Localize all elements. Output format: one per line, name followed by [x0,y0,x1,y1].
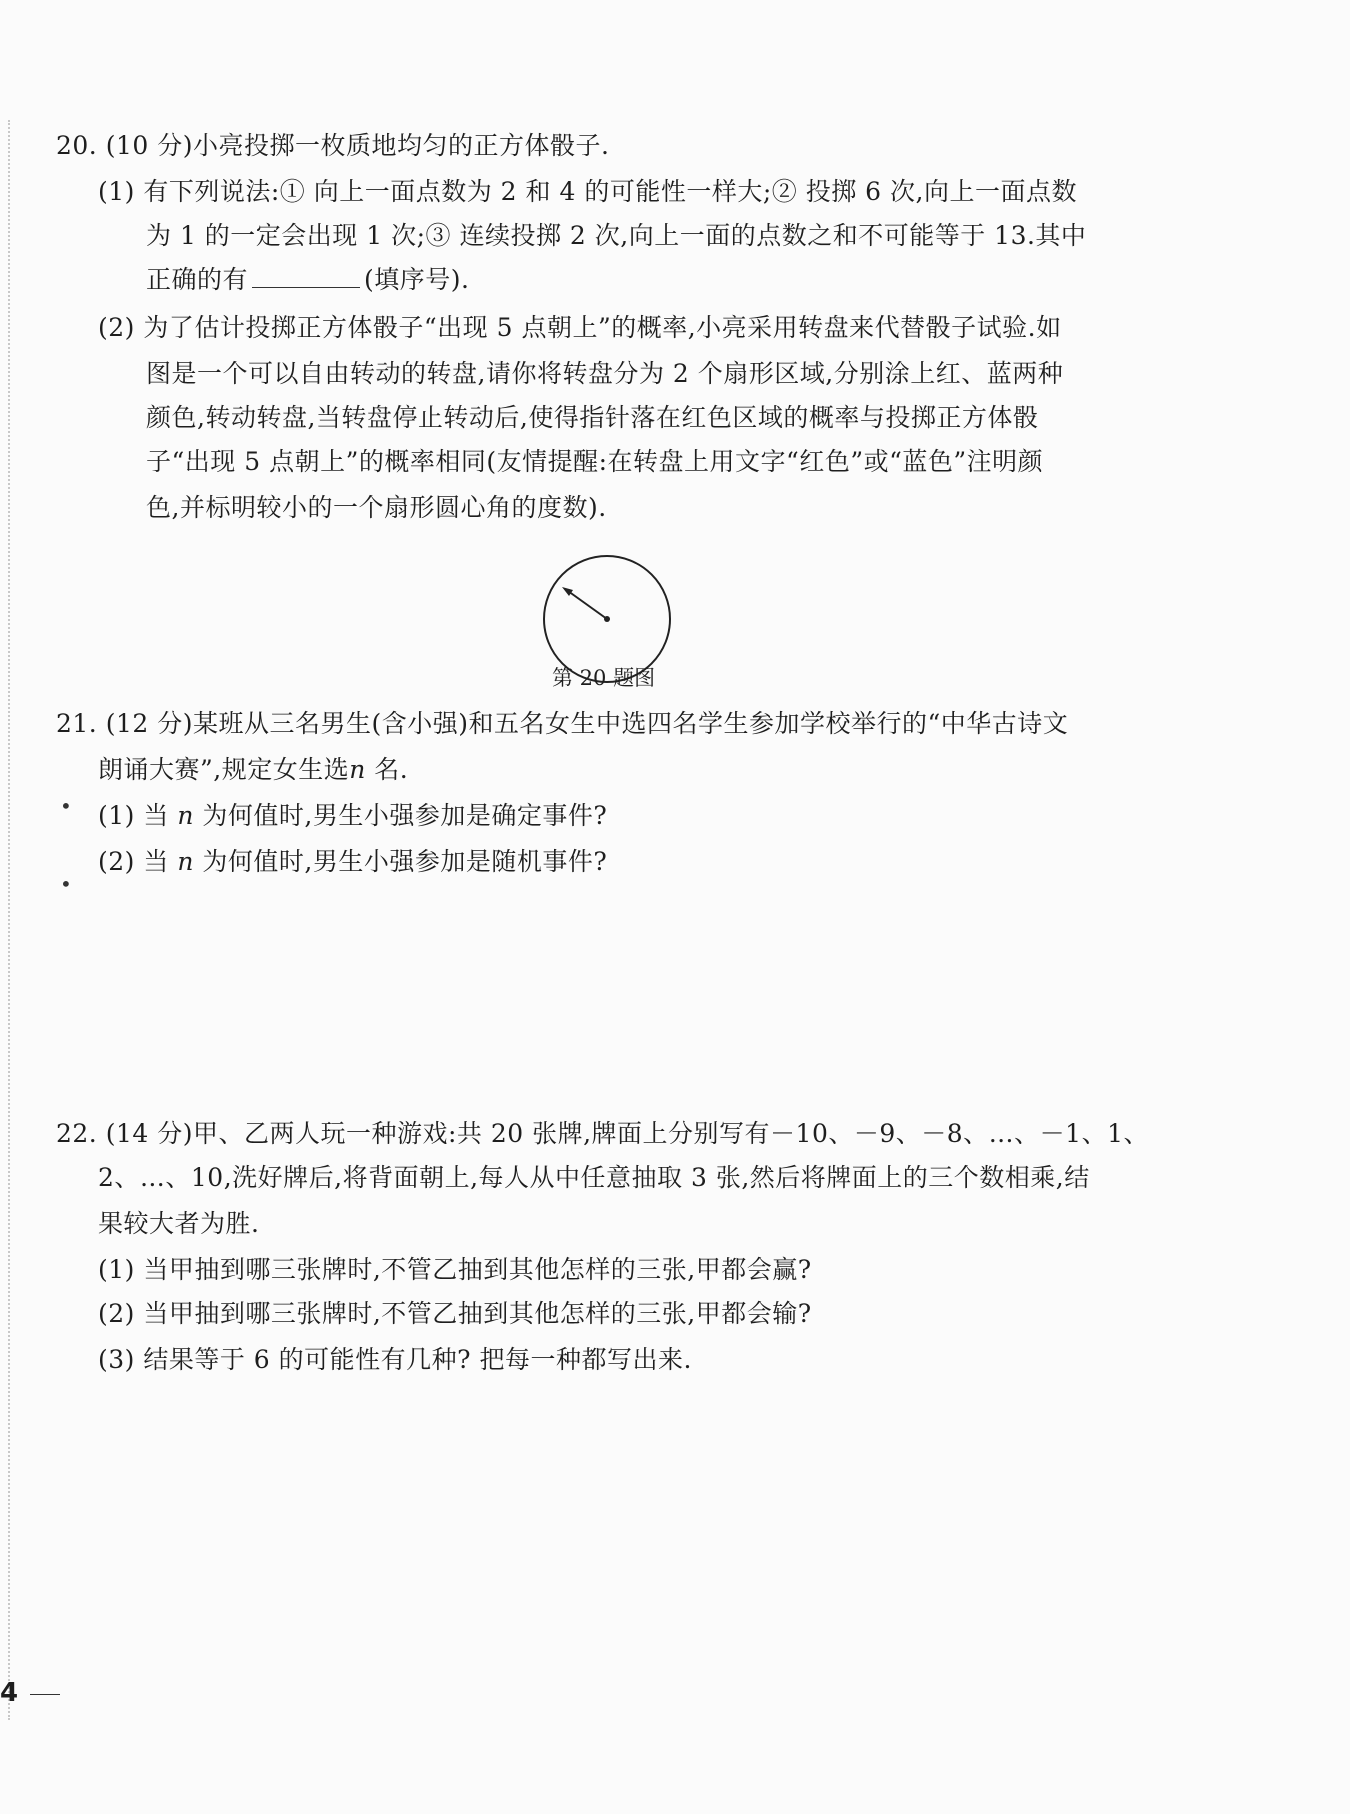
q21-part1 [98,800,607,832]
q20-part1-line3 [146,264,469,296]
spinner-center-dot [604,616,610,622]
q21-part1-suffix: 为何值时,男生小强参加是确定事件? [202,801,608,830]
q21-part2 [98,846,607,878]
q20-part1-answer-prefix: 正确的有 [146,265,249,294]
q22-part2: (2) 当甲抽到哪三张牌时,不管乙抽到其他怎样的三张,甲都会输? [98,1299,812,1328]
page-number: 4 [0,1678,19,1708]
q22-part3: (3) 结果等于 6 的可能性有几种? 把每一种都写出来. [98,1345,692,1374]
q21-line2-suffix: 名. [374,755,409,784]
spinner-pointer-arrowhead [562,587,573,596]
q20-part2-line1: (2) 为了估计投掷正方体骰子“出现 5 点朝上”的概率,小亮采用转盘来代替骰子试验.如 [98,313,1062,342]
q22-part1: (1) 当甲抽到哪三张牌时,不管乙抽到其他怎样的三张,甲都会赢? [98,1255,812,1284]
q21-line2 [98,754,408,786]
figure-caption: 第 20 题图 [552,666,656,690]
q22-line3: 果较大者为胜. [98,1209,260,1238]
q20-part1-line1: (1) 有下列说法:① 向上一面点数为 2 和 4 的可能性一样大;② 投掷 6 次,向上一面点数 [98,177,1077,206]
q21-var-n: n [349,755,366,784]
q21-part2-var-n: n [177,847,194,876]
q21-part1-prefix: (1) 当 [98,801,169,830]
q21-part1-var-n: n [177,801,194,830]
spinner-pointer [568,591,607,619]
q20-part2-line3: 颜色,转动转盘,当转盘停止转动后,使得指针落在红色区域的概率与投掷正方体骰 [146,403,1039,432]
q21-part2-prefix: (2) 当 [98,847,169,876]
q20-part2-line5: 色,并标明较小的一个扇形圆心角的度数). [146,493,607,522]
q20-part2-line2: 图是一个可以自由转动的转盘,请你将转盘分为 2 个扇形区域,分别涂上红、蓝两种 [146,359,1064,388]
q21-part2-suffix: 为何值时,男生小强参加是随机事件? [202,847,608,876]
q21-title: 21. (12 分)某班从三名男生(含小强)和五名女生中选四名学生参加学校举行的“中华古诗文 [56,709,1069,738]
binding-margin-line [8,120,10,1720]
q20-part2-line4: 子“出现 5 点朝上”的概率相同(友情提醒:在转盘上用文字“红色”或“蓝色”注明颜 [146,447,1044,476]
q20-part1-answer-suffix: (填序号). [364,265,470,294]
page-number-rule [30,1694,60,1695]
margin-mark: • [60,872,72,896]
q20-title: 20. (10 分)小亮投掷一枚质地均匀的正方体骰子. [56,131,610,160]
q20-answer-blank[interactable] [252,265,360,288]
q21-line2-prefix: 朗诵大赛”,规定女生选 [98,755,350,784]
q22-title: 22. (14 分)甲、乙两人玩一种游戏:共 20 张牌,牌面上分别写有－10、－9、－8、…、－1、1、 [56,1119,1149,1148]
margin-mark: • [60,794,72,818]
q20-part1-line2: 为 1 的一定会出现 1 次;③ 连续投掷 2 次,向上一面的点数之和不可能等于 13.其中 [146,221,1087,250]
q22-line2: 2、…、10,洗好牌后,将背面朝上,每人从中任意抽取 3 张,然后将牌面上的三个数相乘,结 [98,1163,1090,1192]
